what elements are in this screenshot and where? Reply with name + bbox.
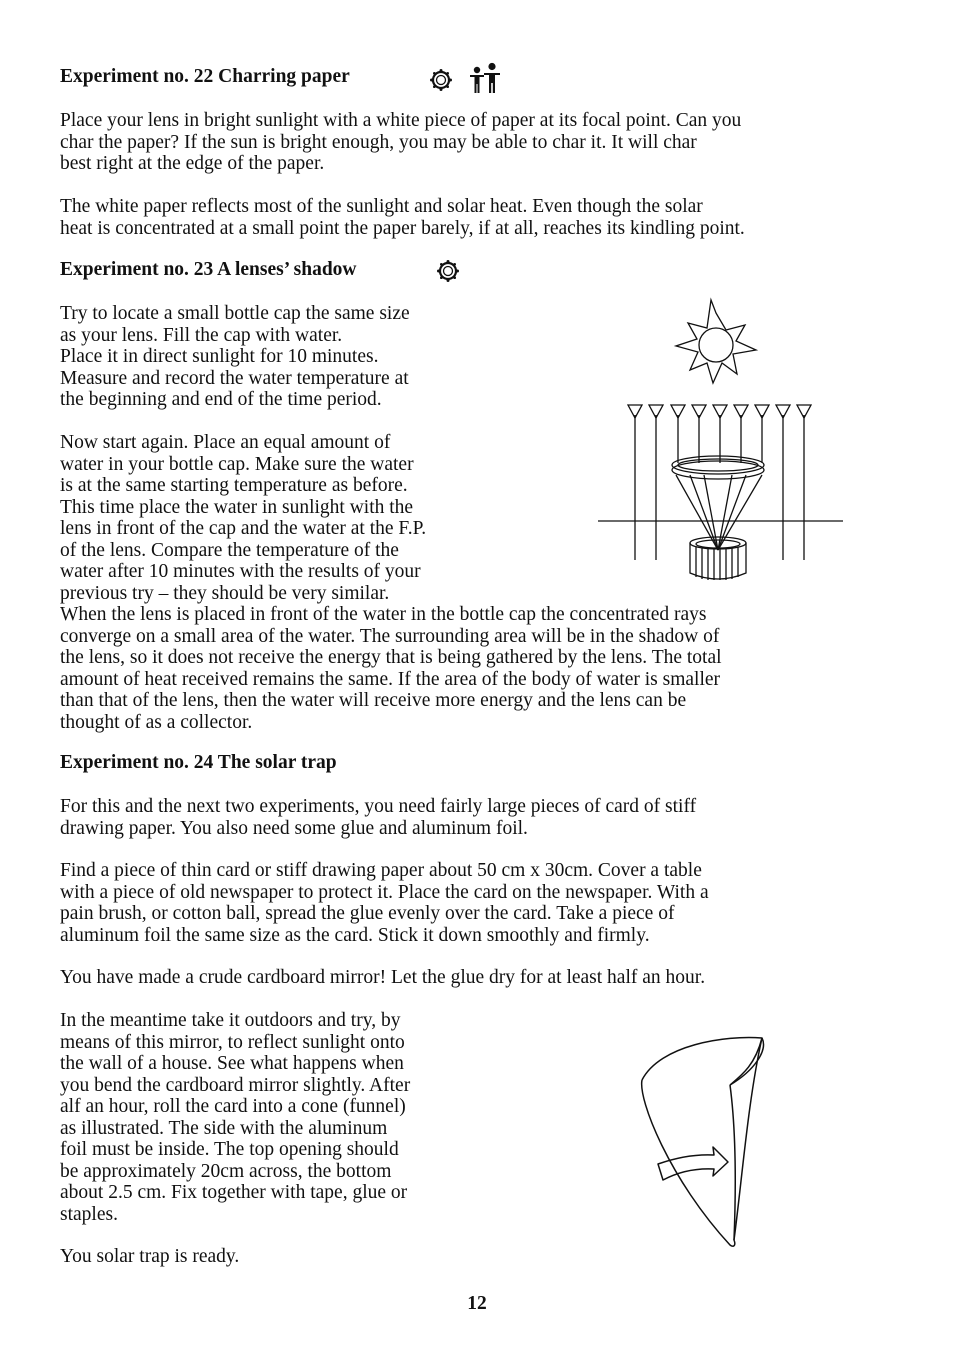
text-line: the lens, so it does not receive the energy that is being gathered by the lens. The total [60,647,722,668]
text-line: as illustrated. The side with the aluminum [60,1117,388,1139]
text-line: Place it in direct sunlight for 10 minutes. [60,346,379,367]
text-line: In the meantime take it outdoors and try, by [60,1010,401,1031]
text-line: thought of as a collector. [60,711,253,733]
text-line: means of this mirror, to reflect sunlight onto [60,1031,405,1053]
exp23-paragraph-1 [60,303,410,411]
text-line: foil must be inside. The top opening should [60,1139,399,1160]
exp23-heading: Experiment no. 23 A lenses’ shadow [60,259,357,280]
lens [672,456,764,479]
text-line: aluminum foil the same size as the card. Stick it down smoothly and firmly. [60,924,650,946]
exp24-paragraph-3 [60,967,705,989]
exp22-paragraph-2 [60,196,745,239]
curved-arrow [658,1147,728,1180]
text-line: You solar trap is ready. [60,1246,240,1267]
lens-figure [590,295,850,585]
cone-seam [730,1085,735,1240]
text-line: The white paper reflects most of the sunlight and solar heat. Even though the solar [60,196,703,217]
text-line: amount of heat received remains the same. If the area of the body of water is smaller [60,668,721,690]
exp24-paragraph-5 [60,1246,239,1268]
text-line: When the lens is placed in front of the water in the bottle cap the concentrated rays [60,604,707,625]
text-line: For this and the next two experiments, you need fairly large pieces of card of stiff [60,796,697,817]
text-line: the wall of a house. See what happens when [60,1053,404,1074]
ray-arrowheads [628,405,811,418]
text-line: as your lens. Fill the cap with water. [60,324,343,346]
text-line: lens in front of the cap and the water at the F.P. [60,518,427,539]
converging-rays [676,475,762,550]
exp24-paragraph-1 [60,796,696,839]
text-line: pain brush, or cotton ball, spread the glue evenly over the card. Take a piece of [60,903,675,924]
cone-outline [642,1038,762,1246]
text-line: Place your lens in bright sunlight with a white piece of paper at its focal point. Can you [60,110,742,131]
text-line: you bend the cardboard mirror slightly. After [60,1074,411,1096]
exp24-paragraph-4 [60,1010,410,1225]
text-line: Find a piece of thin card or stiff drawing paper about 50 cm x 30cm. Cover a table [60,860,702,881]
cone-rim [642,1037,763,1085]
text-line: best right at the edge of the paper. [60,153,325,174]
children-icon [465,62,503,94]
sun-icon [429,68,453,92]
text-line: is at the same starting temperature as before. [60,475,408,496]
text-line: staples. [60,1203,118,1225]
text-line: drawing paper. You also need some glue and aluminum foil. [60,817,528,839]
text-line: be approximately 20cm across, the bottom [60,1160,392,1182]
text-line: with a piece of old newspaper to protect it. Place the card on the newspaper. With a [60,881,709,903]
text-line: alf an hour, roll the card into a cone (funnel) [60,1096,406,1117]
text-line: You have made a crude cardboard mirror! Let the glue dry for at least half an hour. [60,967,706,988]
text-line: about 2.5 cm. Fix together with tape, glue or [60,1182,408,1203]
text-line: This time place the water in sunlight with the [60,496,414,518]
text-line: Now start again. Place an equal amount of [60,432,391,453]
exp22-heading: Experiment no. 22 Charring paper [60,66,350,87]
sun-disc [699,328,733,362]
text-line: of the lens. Compare the temperature of the [60,539,399,561]
text-line: heat is concentrated at a small point the paper barely, if at all, reaches its kindling point. [60,217,745,239]
sun-icon [436,259,460,283]
text-line: water after 10 minutes with the results of your [60,561,421,582]
text-line: Try to locate a small bottle cap the same size [60,303,410,324]
exp24-heading: Experiment no. 24 The solar trap [60,752,337,773]
sunlight-rays [635,415,804,560]
text-line: than that of the lens, then the water will receive more energy and the lens can be [60,690,687,711]
cone-figure [630,1030,780,1255]
bottle-cap [690,537,746,580]
text-line: Measure and record the water temperature at [60,367,409,389]
text-line: the beginning and end of the time period. [60,389,382,410]
page-number: 12 [467,1293,487,1314]
exp22-paragraph-1 [60,110,741,175]
sun-rays [676,300,756,383]
text-line: water in your bottle cap. Make sure the water [60,453,414,475]
exp24-paragraph-2 [60,860,709,946]
text-line: previous try – they should be very similar. [60,582,390,604]
text-line: converge on a small area of the water. The surrounding area will be in the shadow of [60,625,720,647]
text-line: char the paper? If the sun is bright enough, you may be able to char it. It will char [60,131,697,153]
